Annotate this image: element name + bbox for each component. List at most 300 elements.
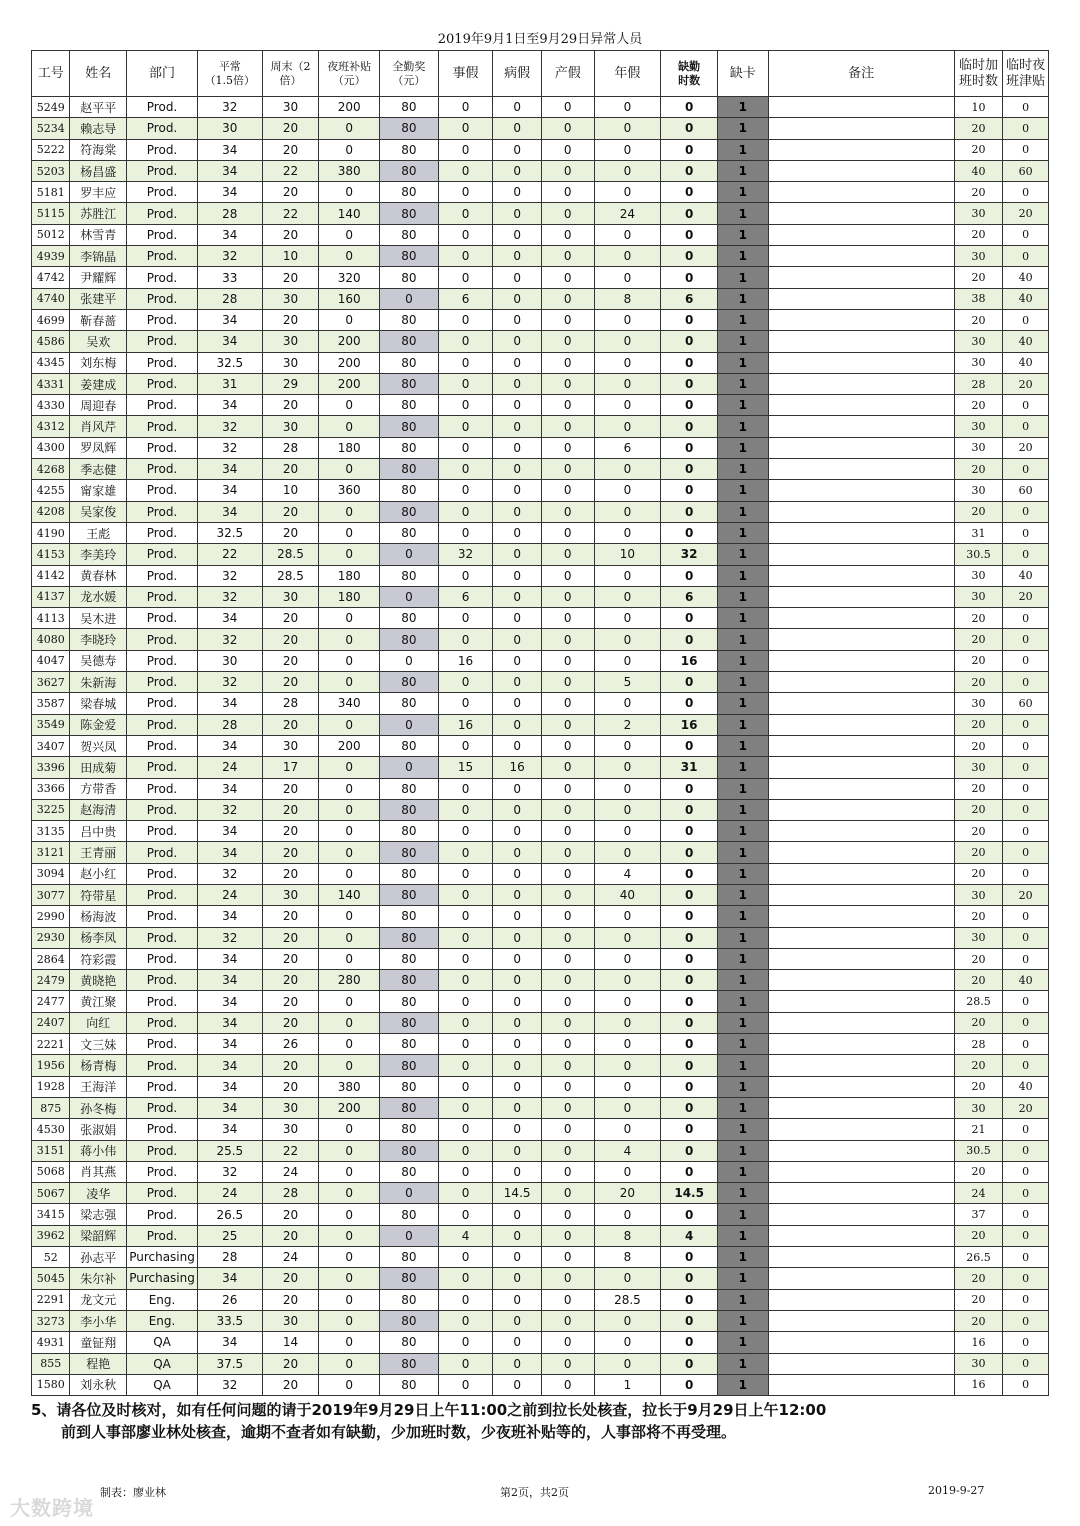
cell-temp-night: 40 bbox=[1003, 352, 1049, 373]
cell-night: 0 bbox=[319, 906, 380, 927]
cell-night: 180 bbox=[319, 586, 380, 607]
cell-name: 周迎春 bbox=[70, 395, 127, 416]
cell-dept: Prod. bbox=[127, 586, 198, 607]
cell-weekend: 20 bbox=[262, 1055, 319, 1076]
cell-sick: 0 bbox=[493, 288, 542, 309]
cell-annual: 8 bbox=[594, 288, 661, 309]
cell-bonus: 80 bbox=[380, 778, 439, 799]
cell-card: 1 bbox=[717, 160, 768, 181]
cell-temp-night: 0 bbox=[1003, 629, 1049, 650]
cell-temp-night: 0 bbox=[1003, 1034, 1049, 1055]
cell-night: 360 bbox=[319, 480, 380, 501]
cell-annual: 0 bbox=[594, 522, 661, 543]
cell-remark bbox=[768, 288, 954, 309]
cell-annual: 0 bbox=[594, 1097, 661, 1118]
cell-annual: 0 bbox=[594, 970, 661, 991]
cell-bonus: 80 bbox=[380, 118, 439, 139]
cell-sick: 0 bbox=[493, 522, 542, 543]
cell-weekend: 20 bbox=[262, 821, 319, 842]
cell-absent: 0 bbox=[661, 1119, 718, 1140]
table-row bbox=[32, 1310, 1049, 1331]
cell-id: 2990 bbox=[32, 906, 70, 927]
cell-card: 1 bbox=[717, 970, 768, 991]
table-row bbox=[32, 927, 1049, 948]
cell-night: 180 bbox=[319, 565, 380, 586]
cell-annual: 20 bbox=[594, 1183, 661, 1204]
cell-personal: 0 bbox=[438, 522, 493, 543]
cell-sick: 0 bbox=[493, 160, 542, 181]
cell-dept: Prod. bbox=[127, 1204, 198, 1225]
cell-name: 靳春蔷 bbox=[70, 309, 127, 330]
cell-id: 5203 bbox=[32, 160, 70, 181]
footer-page: 第2页，共2页 bbox=[500, 1486, 569, 1499]
table-row bbox=[32, 544, 1049, 565]
cell-dept: Prod. bbox=[127, 799, 198, 820]
cell-temp-ot: 20 bbox=[954, 629, 1003, 650]
cell-bonus: 80 bbox=[380, 1247, 439, 1268]
cell-normal: 24 bbox=[197, 884, 262, 905]
table-row bbox=[32, 203, 1049, 224]
cell-maternity: 0 bbox=[541, 1097, 594, 1118]
cell-name: 文三妹 bbox=[70, 1034, 127, 1055]
cell-weekend: 30 bbox=[262, 586, 319, 607]
cell-absent: 0 bbox=[661, 1353, 718, 1374]
cell-maternity: 0 bbox=[541, 1012, 594, 1033]
cell-absent: 0 bbox=[661, 884, 718, 905]
cell-normal: 28 bbox=[197, 714, 262, 735]
cell-absent: 0 bbox=[661, 309, 718, 330]
cell-maternity: 0 bbox=[541, 1268, 594, 1289]
cell-sick: 0 bbox=[493, 714, 542, 735]
cell-temp-ot: 16 bbox=[954, 1374, 1003, 1395]
cell-personal: 0 bbox=[438, 927, 493, 948]
table-row bbox=[32, 1353, 1049, 1374]
cell-night: 0 bbox=[319, 629, 380, 650]
cell-sick: 0 bbox=[493, 1076, 542, 1097]
col-dept: 部门 bbox=[127, 51, 198, 97]
cell-personal: 0 bbox=[438, 863, 493, 884]
cell-normal: 34 bbox=[197, 948, 262, 969]
cell-temp-night: 40 bbox=[1003, 331, 1049, 352]
cell-temp-night: 0 bbox=[1003, 139, 1049, 160]
cell-sick: 0 bbox=[493, 1055, 542, 1076]
col-attendance-bonus: 全勤奖 （元） bbox=[380, 51, 439, 97]
cell-sick: 0 bbox=[493, 544, 542, 565]
cell-weekend: 20 bbox=[262, 799, 319, 820]
cell-sick: 0 bbox=[493, 693, 542, 714]
cell-personal: 0 bbox=[438, 267, 493, 288]
cell-card: 1 bbox=[717, 1289, 768, 1310]
cell-temp-night: 0 bbox=[1003, 650, 1049, 671]
cell-name: 张淑娟 bbox=[70, 1119, 127, 1140]
cell-temp-ot: 20 bbox=[954, 799, 1003, 820]
header-row bbox=[32, 51, 1049, 97]
cell-night: 0 bbox=[319, 459, 380, 480]
cell-normal: 24 bbox=[197, 757, 262, 778]
cell-dept: Prod. bbox=[127, 416, 198, 437]
table-row bbox=[32, 139, 1049, 160]
cell-bonus: 80 bbox=[380, 565, 439, 586]
cell-annual: 0 bbox=[594, 821, 661, 842]
cell-normal: 32 bbox=[197, 863, 262, 884]
cell-dept: Prod. bbox=[127, 1097, 198, 1118]
cell-name: 吴家俊 bbox=[70, 501, 127, 522]
cell-normal: 32 bbox=[197, 927, 262, 948]
cell-maternity: 0 bbox=[541, 395, 594, 416]
cell-maternity: 0 bbox=[541, 1332, 594, 1353]
cell-night: 200 bbox=[319, 1097, 380, 1118]
cell-card: 1 bbox=[717, 1247, 768, 1268]
cell-id: 3396 bbox=[32, 757, 70, 778]
cell-temp-ot: 28 bbox=[954, 1034, 1003, 1055]
cell-temp-night: 0 bbox=[1003, 863, 1049, 884]
cell-temp-night: 0 bbox=[1003, 1055, 1049, 1076]
cell-id: 4331 bbox=[32, 373, 70, 394]
table-row bbox=[32, 1161, 1049, 1182]
cell-temp-ot: 30 bbox=[954, 565, 1003, 586]
cell-temp-night: 20 bbox=[1003, 373, 1049, 394]
cell-normal: 34 bbox=[197, 608, 262, 629]
cell-bonus: 0 bbox=[380, 757, 439, 778]
cell-normal: 32 bbox=[197, 246, 262, 267]
cell-absent: 31 bbox=[661, 757, 718, 778]
cell-id: 1956 bbox=[32, 1055, 70, 1076]
table-row bbox=[32, 224, 1049, 245]
cell-card: 1 bbox=[717, 608, 768, 629]
cell-normal: 34 bbox=[197, 1034, 262, 1055]
cell-maternity: 0 bbox=[541, 97, 594, 118]
cell-normal: 34 bbox=[197, 693, 262, 714]
cell-normal: 32.5 bbox=[197, 352, 262, 373]
cell-night: 0 bbox=[319, 1332, 380, 1353]
table-row bbox=[32, 1183, 1049, 1204]
cell-temp-night: 60 bbox=[1003, 160, 1049, 181]
cell-weekend: 20 bbox=[262, 650, 319, 671]
cell-personal: 0 bbox=[438, 778, 493, 799]
cell-maternity: 0 bbox=[541, 182, 594, 203]
cell-sick: 0 bbox=[493, 1140, 542, 1161]
cell-night: 0 bbox=[319, 1247, 380, 1268]
cell-absent: 32 bbox=[661, 544, 718, 565]
cell-personal: 0 bbox=[438, 416, 493, 437]
cell-id: 3094 bbox=[32, 863, 70, 884]
cell-id: 3549 bbox=[32, 714, 70, 735]
cell-dept: Prod. bbox=[127, 203, 198, 224]
cell-id: 4300 bbox=[32, 437, 70, 458]
cell-night: 0 bbox=[319, 1034, 380, 1055]
cell-normal: 32 bbox=[197, 586, 262, 607]
cell-dept: QA bbox=[127, 1332, 198, 1353]
cell-annual: 4 bbox=[594, 863, 661, 884]
cell-name: 黄江聚 bbox=[70, 991, 127, 1012]
cell-bonus: 80 bbox=[380, 629, 439, 650]
table-row bbox=[32, 1012, 1049, 1033]
cell-normal: 34 bbox=[197, 821, 262, 842]
cell-annual: 4 bbox=[594, 1140, 661, 1161]
cell-temp-night: 0 bbox=[1003, 309, 1049, 330]
cell-personal: 0 bbox=[438, 480, 493, 501]
cell-annual: 0 bbox=[594, 1055, 661, 1076]
table-row bbox=[32, 1225, 1049, 1246]
cell-remark bbox=[768, 735, 954, 756]
cell-card: 1 bbox=[717, 246, 768, 267]
cell-bonus: 80 bbox=[380, 735, 439, 756]
cell-sick: 0 bbox=[493, 139, 542, 160]
cell-maternity: 0 bbox=[541, 139, 594, 160]
cell-remark bbox=[768, 1012, 954, 1033]
cell-normal: 34 bbox=[197, 842, 262, 863]
abnormal-staff-table bbox=[31, 50, 1049, 1396]
cell-annual: 0 bbox=[594, 735, 661, 756]
table-row bbox=[32, 1140, 1049, 1161]
cell-remark bbox=[768, 1353, 954, 1374]
cell-id: 3627 bbox=[32, 672, 70, 693]
cell-temp-night: 0 bbox=[1003, 714, 1049, 735]
cell-dept: Prod. bbox=[127, 246, 198, 267]
cell-name: 吴欢 bbox=[70, 331, 127, 352]
cell-absent: 0 bbox=[661, 97, 718, 118]
cell-name: 童钲翔 bbox=[70, 1332, 127, 1353]
cell-annual: 24 bbox=[594, 203, 661, 224]
cell-annual: 0 bbox=[594, 1268, 661, 1289]
cell-maternity: 0 bbox=[541, 1183, 594, 1204]
cell-sick: 0 bbox=[493, 884, 542, 905]
cell-annual: 0 bbox=[594, 118, 661, 139]
cell-annual: 0 bbox=[594, 139, 661, 160]
cell-dept: Prod. bbox=[127, 714, 198, 735]
cell-personal: 0 bbox=[438, 1268, 493, 1289]
table-row bbox=[32, 586, 1049, 607]
cell-sick: 0 bbox=[493, 246, 542, 267]
cell-maternity: 0 bbox=[541, 246, 594, 267]
cell-normal: 34 bbox=[197, 182, 262, 203]
cell-personal: 0 bbox=[438, 1034, 493, 1055]
cell-night: 0 bbox=[319, 182, 380, 203]
cell-annual: 0 bbox=[594, 927, 661, 948]
cell-remark bbox=[768, 672, 954, 693]
cell-id: 4268 bbox=[32, 459, 70, 480]
cell-remark bbox=[768, 565, 954, 586]
cell-temp-night: 0 bbox=[1003, 1289, 1049, 1310]
cell-dept: Prod. bbox=[127, 1034, 198, 1055]
cell-maternity: 0 bbox=[541, 1353, 594, 1374]
table-row bbox=[32, 693, 1049, 714]
cell-temp-night: 0 bbox=[1003, 1332, 1049, 1353]
cell-annual: 0 bbox=[594, 352, 661, 373]
cell-sick: 0 bbox=[493, 672, 542, 693]
cell-id: 2407 bbox=[32, 1012, 70, 1033]
cell-personal: 0 bbox=[438, 1183, 493, 1204]
cell-remark bbox=[768, 331, 954, 352]
cell-remark bbox=[768, 863, 954, 884]
cell-dept: Prod. bbox=[127, 1161, 198, 1182]
cell-bonus: 80 bbox=[380, 970, 439, 991]
cell-remark bbox=[768, 246, 954, 267]
cell-night: 200 bbox=[319, 735, 380, 756]
cell-remark bbox=[768, 948, 954, 969]
cell-name: 田成菊 bbox=[70, 757, 127, 778]
cell-temp-ot: 20 bbox=[954, 267, 1003, 288]
cell-weekend: 20 bbox=[262, 1353, 319, 1374]
cell-night: 0 bbox=[319, 395, 380, 416]
cell-temp-night: 40 bbox=[1003, 565, 1049, 586]
cell-temp-ot: 30 bbox=[954, 586, 1003, 607]
cell-sick: 0 bbox=[493, 501, 542, 522]
cell-remark bbox=[768, 1119, 954, 1140]
cell-dept: Prod. bbox=[127, 608, 198, 629]
cell-bonus: 80 bbox=[380, 948, 439, 969]
cell-weekend: 20 bbox=[262, 1012, 319, 1033]
cell-id: 3121 bbox=[32, 842, 70, 863]
cell-id: 4742 bbox=[32, 267, 70, 288]
cell-normal: 32 bbox=[197, 416, 262, 437]
cell-maternity: 0 bbox=[541, 1140, 594, 1161]
cell-night: 0 bbox=[319, 948, 380, 969]
cell-night: 0 bbox=[319, 672, 380, 693]
cell-annual: 0 bbox=[594, 501, 661, 522]
cell-weekend: 29 bbox=[262, 373, 319, 394]
cell-temp-night: 0 bbox=[1003, 672, 1049, 693]
cell-night: 140 bbox=[319, 884, 380, 905]
cell-remark bbox=[768, 608, 954, 629]
cell-night: 380 bbox=[319, 1076, 380, 1097]
cell-maternity: 0 bbox=[541, 608, 594, 629]
col-absent-hours: 缺勤 时数 bbox=[661, 51, 718, 97]
cell-card: 1 bbox=[717, 203, 768, 224]
cell-card: 1 bbox=[717, 352, 768, 373]
cell-bonus: 80 bbox=[380, 522, 439, 543]
cell-normal: 32.5 bbox=[197, 522, 262, 543]
cell-sick: 0 bbox=[493, 586, 542, 607]
cell-remark bbox=[768, 693, 954, 714]
cell-card: 1 bbox=[717, 1225, 768, 1246]
cell-name: 王青丽 bbox=[70, 842, 127, 863]
cell-remark bbox=[768, 160, 954, 181]
table-row bbox=[32, 991, 1049, 1012]
cell-night: 0 bbox=[319, 1268, 380, 1289]
cell-absent: 0 bbox=[661, 991, 718, 1012]
cell-annual: 0 bbox=[594, 224, 661, 245]
cell-weekend: 20 bbox=[262, 863, 319, 884]
cell-remark bbox=[768, 1161, 954, 1182]
cell-sick: 16 bbox=[493, 757, 542, 778]
cell-temp-ot: 20 bbox=[954, 459, 1003, 480]
cell-temp-night: 0 bbox=[1003, 1140, 1049, 1161]
cell-annual: 0 bbox=[594, 1353, 661, 1374]
cell-remark bbox=[768, 1183, 954, 1204]
cell-name: 方带香 bbox=[70, 778, 127, 799]
cell-temp-night: 0 bbox=[1003, 97, 1049, 118]
cell-night: 200 bbox=[319, 331, 380, 352]
cell-dept: Prod. bbox=[127, 1225, 198, 1246]
cell-remark bbox=[768, 309, 954, 330]
cell-temp-night: 0 bbox=[1003, 395, 1049, 416]
cell-id: 875 bbox=[32, 1097, 70, 1118]
cell-temp-ot: 21 bbox=[954, 1119, 1003, 1140]
cell-bonus: 80 bbox=[380, 480, 439, 501]
cell-card: 1 bbox=[717, 416, 768, 437]
cell-card: 1 bbox=[717, 309, 768, 330]
table-row bbox=[32, 714, 1049, 735]
cell-remark bbox=[768, 352, 954, 373]
cell-temp-ot: 30 bbox=[954, 927, 1003, 948]
cell-personal: 0 bbox=[438, 1332, 493, 1353]
cell-weekend: 20 bbox=[262, 672, 319, 693]
cell-bonus: 80 bbox=[380, 1353, 439, 1374]
cell-night: 0 bbox=[319, 927, 380, 948]
cell-personal: 0 bbox=[438, 799, 493, 820]
cell-name: 龙水媛 bbox=[70, 586, 127, 607]
table-row bbox=[32, 1055, 1049, 1076]
cell-sick: 0 bbox=[493, 97, 542, 118]
cell-maternity: 0 bbox=[541, 437, 594, 458]
cell-personal: 0 bbox=[438, 1374, 493, 1395]
cell-id: 4530 bbox=[32, 1119, 70, 1140]
cell-id: 52 bbox=[32, 1247, 70, 1268]
cell-annual: 0 bbox=[594, 778, 661, 799]
table-row bbox=[32, 501, 1049, 522]
cell-maternity: 0 bbox=[541, 459, 594, 480]
cell-temp-ot: 28.5 bbox=[954, 991, 1003, 1012]
cell-absent: 0 bbox=[661, 139, 718, 160]
cell-dept: Prod. bbox=[127, 863, 198, 884]
cell-remark bbox=[768, 1289, 954, 1310]
cell-temp-night: 0 bbox=[1003, 224, 1049, 245]
cell-dept: Prod. bbox=[127, 842, 198, 863]
cell-annual: 40 bbox=[594, 884, 661, 905]
cell-weekend: 30 bbox=[262, 416, 319, 437]
cell-card: 1 bbox=[717, 331, 768, 352]
cell-personal: 0 bbox=[438, 821, 493, 842]
cell-absent: 0 bbox=[661, 203, 718, 224]
cell-weekend: 20 bbox=[262, 309, 319, 330]
cell-temp-ot: 30 bbox=[954, 1097, 1003, 1118]
cell-personal: 0 bbox=[438, 906, 493, 927]
cell-night: 0 bbox=[319, 1374, 380, 1395]
cell-name: 张建平 bbox=[70, 288, 127, 309]
cell-name: 杨昌盛 bbox=[70, 160, 127, 181]
cell-remark bbox=[768, 1055, 954, 1076]
cell-maternity: 0 bbox=[541, 970, 594, 991]
cell-normal: 22 bbox=[197, 544, 262, 565]
cell-temp-ot: 20 bbox=[954, 1076, 1003, 1097]
cell-personal: 0 bbox=[438, 672, 493, 693]
cell-bonus: 80 bbox=[380, 97, 439, 118]
cell-dept: Prod. bbox=[127, 352, 198, 373]
cell-weekend: 20 bbox=[262, 927, 319, 948]
cell-id: 4142 bbox=[32, 565, 70, 586]
cell-dept: Prod. bbox=[127, 565, 198, 586]
cell-temp-night: 0 bbox=[1003, 1247, 1049, 1268]
cell-card: 1 bbox=[717, 501, 768, 522]
table-row bbox=[32, 1119, 1049, 1140]
cell-dept: Prod. bbox=[127, 288, 198, 309]
cell-absent: 0 bbox=[661, 1289, 718, 1310]
cell-night: 0 bbox=[319, 1225, 380, 1246]
cell-bonus: 80 bbox=[380, 1374, 439, 1395]
cell-weekend: 20 bbox=[262, 118, 319, 139]
cell-night: 0 bbox=[319, 608, 380, 629]
col-personal-leave: 事假 bbox=[438, 51, 493, 97]
cell-personal: 0 bbox=[438, 1247, 493, 1268]
cell-id: 3135 bbox=[32, 821, 70, 842]
cell-annual: 0 bbox=[594, 1012, 661, 1033]
cell-normal: 28 bbox=[197, 203, 262, 224]
cell-maternity: 0 bbox=[541, 160, 594, 181]
cell-maternity: 0 bbox=[541, 480, 594, 501]
cell-dept: Prod. bbox=[127, 906, 198, 927]
cell-bonus: 80 bbox=[380, 1332, 439, 1353]
